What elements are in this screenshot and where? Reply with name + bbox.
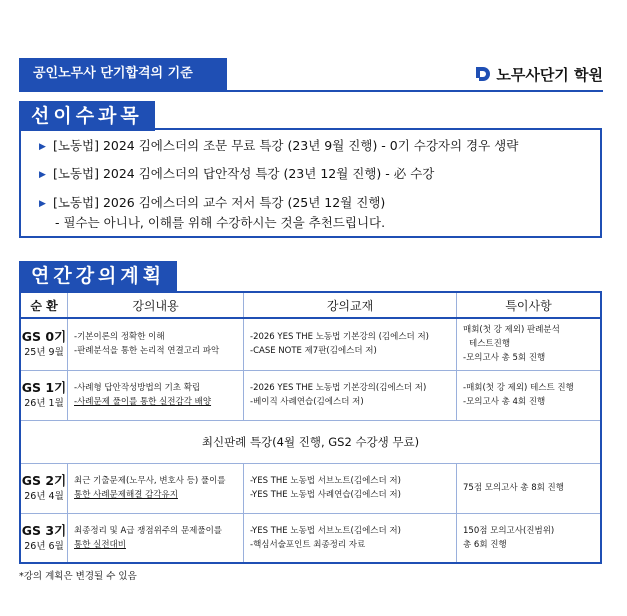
notes-cell: 150점 모의고사(진범위) 총 6회 진행	[457, 513, 602, 563]
brand-logo-icon	[474, 65, 492, 83]
notes-cell: -매회(첫 강 제외) 테스트 진행 -모의고사 총 4회 진행	[457, 370, 602, 420]
col-header-books: 강의교재	[244, 292, 457, 318]
content-cell: -기본이론의 정확한 이해 -판례분석을 통한 논리적 연결고리 파악	[68, 318, 244, 370]
books-cell: -2026 YES THE 노동법 기본강의 (김에스더 저) -CASE NOTE 제7판(김에스더 저)	[244, 318, 457, 370]
plan-table	[19, 291, 602, 564]
content-cell: -사례형 답안작성방법의 기초 확립 -사례문제 풀이를 통한 실전감각 배양	[68, 370, 244, 420]
books-cell: -2026 YES THE 노동법 기본강의(김에스더 저) -베이직 사례연습(김에스더 저)	[244, 370, 457, 420]
col-header-content: 강의내용	[68, 292, 244, 318]
content-cell: 최종정리 및 A급 쟁점위주의 문제풀이를 통한 실전대비	[68, 513, 244, 563]
footnote: *강의 계획은 변경될 수 있음	[19, 571, 137, 582]
prereq-item: ▶ [노동법] 2026 김에스더의 교수 저서 특강 (25년 12월 진행)	[39, 194, 385, 213]
col-header-notes: 특이사항	[457, 292, 602, 318]
table-row	[20, 318, 601, 370]
plan-section-title: 연간강의계획	[19, 261, 177, 291]
header-bar	[19, 58, 603, 92]
special-row	[20, 420, 601, 463]
round-cell: GS 0기 25년 9월	[20, 318, 68, 370]
special-lecture: 최신판례 특강(4월 진행, GS2 수강생 무료)	[20, 420, 601, 463]
prereq-item: ▶ [노동법] 2024 김에스더의 답안작성 특강 (23년 12월 진행) - 必 수강	[39, 165, 434, 184]
books-cell: -YES THE 노동법 서브노트(김에스더 저) -YES THE 노동법 사례연습(김에스더 저)	[244, 463, 457, 513]
table-row	[20, 463, 601, 513]
table-row	[20, 370, 601, 420]
header-tag: 공인노무사 단기합격의 기준	[19, 58, 227, 90]
triangle-bullet-icon: ▶	[39, 170, 46, 180]
table-row	[20, 513, 601, 563]
col-header-round: 순 환	[20, 292, 68, 318]
round-cell: GS 1기 26년 1월	[20, 370, 68, 420]
books-cell: -YES THE 노동법 서브노트(김에스더 저) -핵심서술포인트 최종정리 자료	[244, 513, 457, 563]
notes-cell: 75점 모의고사 총 8회 진행	[457, 463, 602, 513]
triangle-bullet-icon: ▶	[39, 199, 46, 209]
brand[interactable]	[474, 62, 603, 86]
round-cell: GS 3기 26년 6월	[20, 513, 68, 563]
prereq-note: - 필수는 아니나, 이해를 위해 수강하시는 것을 추천드립니다.	[55, 215, 386, 230]
table-header-row	[20, 292, 601, 318]
content-cell: 최근 기출문제(노무사, 변호사 등) 풀이를 통한 사례문제해결 감각유지	[68, 463, 244, 513]
brand-name: 노무사단기 학원	[496, 65, 603, 84]
prereq-box	[19, 128, 602, 238]
round-cell: GS 2기 26년 4월	[20, 463, 68, 513]
prereq-item: ▶ [노동법] 2024 김에스더의 조문 무료 특강 (23년 9월 진행) - 0기 수강자의 경우 생략	[39, 137, 518, 156]
triangle-bullet-icon: ▶	[39, 142, 46, 152]
prereq-section-title: 선이수과목	[19, 101, 155, 131]
notes-cell: 매회(첫 강 제외) 판례분석 테스트진행 -모의고사 총 5회 진행	[457, 318, 602, 370]
